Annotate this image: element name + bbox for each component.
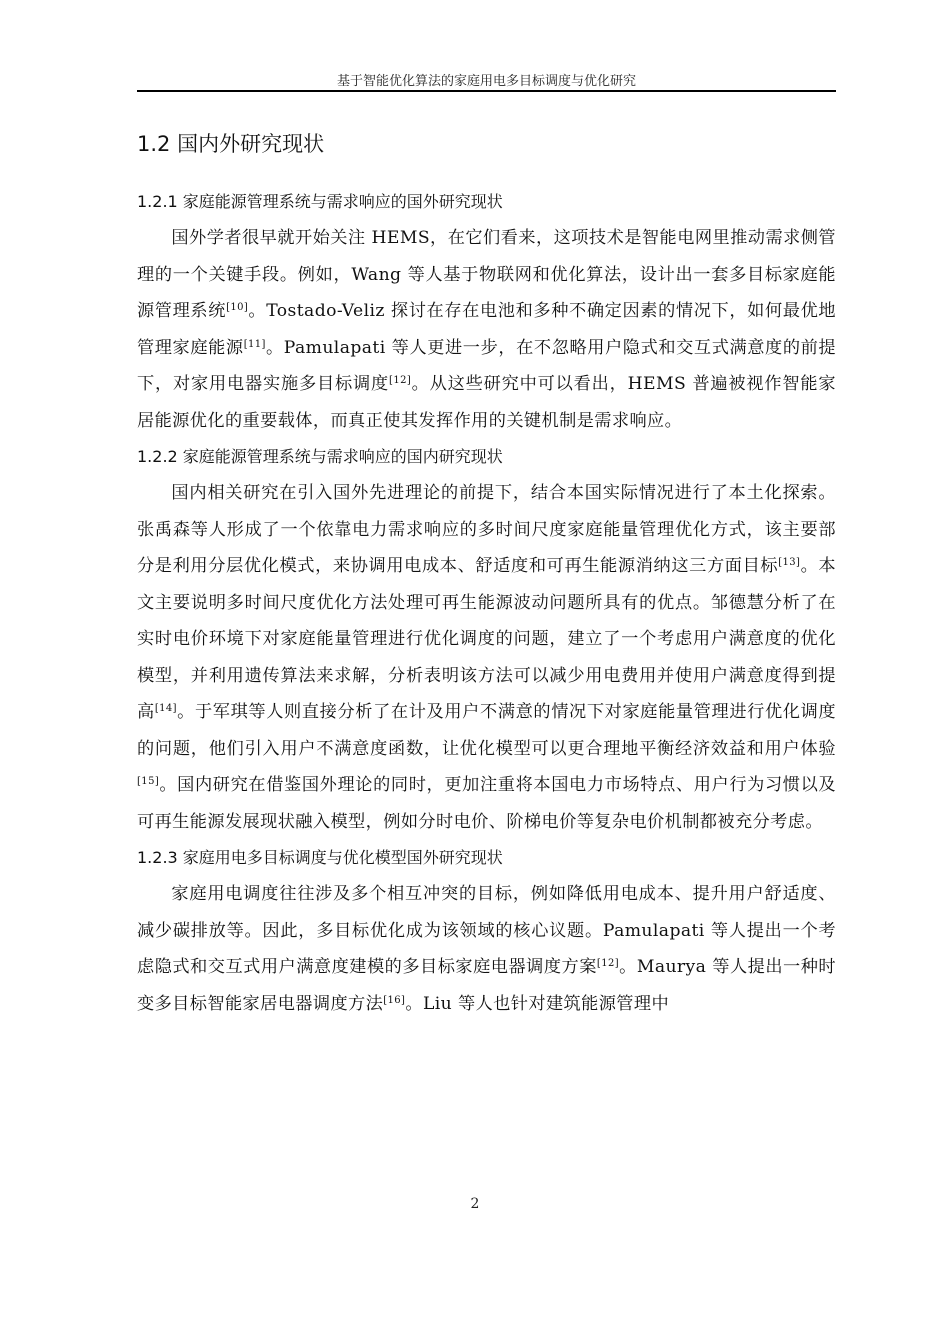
paragraph-1-2-1 (137, 220, 836, 439)
citation: [10] (226, 302, 249, 313)
paragraph-text: 家庭用电调度往往涉及多个相互冲突的目标，例如降低用电成本、提升用户舒适度、减少碳排放等。因此，多目标优化成为该领域的核心议题。Pamulapati 等人提出一个考虑隐式和交互式用户满意度建模的多目标家庭电器调度方案 (137, 884, 836, 977)
citation: [16] (383, 994, 406, 1006)
header-rule (137, 90, 836, 92)
paragraph-text: 。Liu 等人也针对建筑能源管理中 (405, 993, 670, 1014)
paragraph-1-2-2 (137, 475, 836, 840)
page-body (137, 122, 836, 1022)
citation: [15] (137, 776, 160, 787)
citation: [14] (154, 703, 177, 714)
citation: [13] (778, 557, 801, 568)
paragraph-text: 。Pamulapati 等人更进一步，在不忽略用户隐式和交互式满意度的前提下，对家用电器实施多目标调度 (137, 337, 836, 394)
subsection-title-1-2-3: 1.2.3 家庭用电多目标调度与优化模型国外研究现状 (137, 848, 503, 867)
paragraph-text: 。Tostado-Veliz 探讨在存在电池和多种不确定因素的情况下，如何最优地管理家庭能源 (137, 301, 836, 358)
paragraph-text: 。Maurya 等人提出一种时变多目标智能家居电器调度方法 (137, 957, 836, 1014)
paragraph-text: 国外学者很早就开始关注 HEMS，在它们看来，这项技术是智能电网里推动需求侧管理的一个关键手段。例如，Wang 等人基于物联网和优化算法，设计出一套多目标家庭能源管理系统 (137, 228, 836, 321)
paragraph-text: 。于军琪等人则直接分析了在计及用户不满意的情况下对家庭能量管理进行优化调度的问题，他们引入用户不满意度函数，让优化模型可以更合理地平衡经济效益和用户体验 (137, 702, 836, 759)
paragraph-text: 。国内研究在借鉴国外理论的同时，更加注重将本国电力市场特点、用户行为习惯以及可再生能源发展现状融入模型，例如分时电价、阶梯电价等复杂电价机制都被充分考虑。 (137, 775, 836, 832)
running-header: 基于智能优化算法的家庭用电多目标调度与优化研究 (336, 74, 636, 89)
citation: [12] (596, 958, 620, 969)
subsection-title-1-2-1: 1.2.1 家庭能源管理系统与需求响应的国外研究现状 (137, 192, 503, 211)
paragraph-text: 国内相关研究在引入国外先进理论的前提下，结合本国实际情况进行了本土化探索。张禹森等人形成了一个依靠电力需求响应的多时间尺度家庭能量管理优化方式，该主要部分是利用分层优化模式，来协调用电成本、舒适度和可再生能源消纳这三方面目标 (137, 483, 836, 576)
paragraph-text: 。从这些研究中可以看出，HEMS 普遍被视作智能家居能源优化的重要载体，而真正使其发挥作用的关键机制是需求响应。 (137, 374, 836, 431)
paragraph-text: 。本文主要说明多时间尺度优化方法处理可再生能源波动问题所具有的优点。邹德慧分析了在实时电价环境下对家庭能量管理进行优化调度的问题，建立了一个考虑用户满意度的优化模型，并利用遗传算法来求解，分析表明该方法可以减少用电费用并使用户满意度得到提高 (137, 556, 836, 722)
citation: [12] (389, 375, 412, 386)
section-title: 1.2 国内外研究现状 (137, 132, 325, 156)
subsection-title-1-2-2: 1.2.2 家庭能源管理系统与需求响应的国内研究现状 (137, 447, 503, 466)
page-number: 2 (470, 1196, 480, 1212)
citation: [11] (243, 338, 266, 350)
paragraph-1-2-3 (137, 876, 836, 1022)
